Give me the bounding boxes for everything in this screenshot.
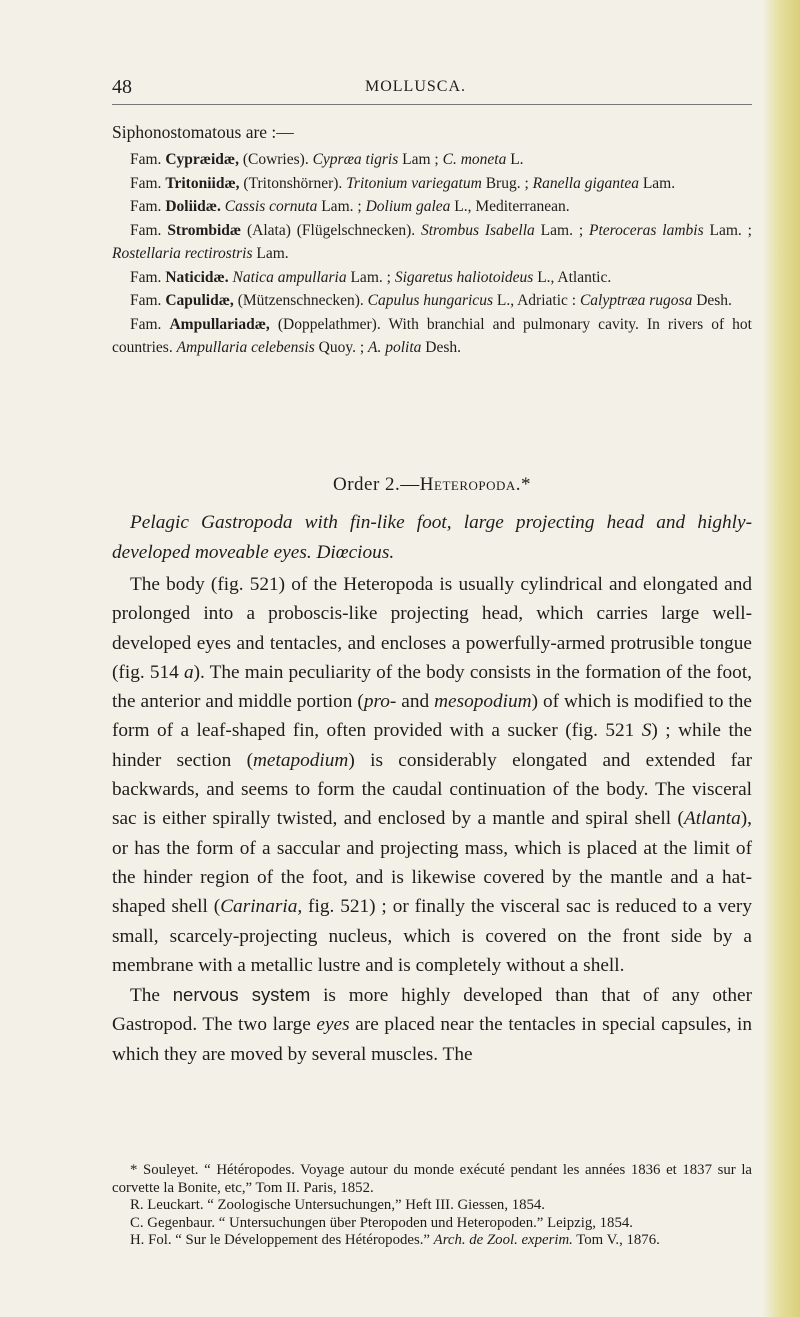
- italic-term: a: [183, 661, 194, 683]
- family-entry: [112, 266, 752, 290]
- page-edge-discoloration: [762, 0, 800, 1317]
- species-name: Ranella gigantea: [532, 174, 639, 192]
- section-keyword: nervous system: [172, 984, 311, 1006]
- family-name: Doliidæ.: [165, 198, 221, 215]
- species-name: Natica ampullaria: [232, 268, 347, 286]
- text-run: fig. 521) ; or finally the visceral sac is reduced to a very small, scarcely-projecting nucleus, which is covered on the front side by a membrane with a metallic lustre and is completely without a shell.: [112, 896, 752, 976]
- diagnosis-text: Pelagic Gastropoda with fin-like foot, large projecting head and highly-developed moveable eyes. Diœcious.: [112, 512, 752, 563]
- family-text: (Cowries).: [238, 151, 313, 168]
- text-run: The body (fig. 521) of the Heteropoda is usually cylindrical and elongated and prolonged into a proboscis-like projecting head, which carries large well-developed eyes and tentacles, and encloses a powerfully-armed protrusible tongue (fig. 514: [112, 574, 752, 683]
- order-name: Heteropoda.*: [419, 474, 532, 495]
- family-text: (Alata) (Flügelschnecken).: [241, 221, 421, 239]
- species-name: A. polita: [368, 339, 422, 356]
- body-text: [112, 570, 752, 1069]
- order-heading: [112, 474, 752, 496]
- family-text: Quoy. ;: [314, 339, 369, 356]
- species-name: Cypræa tigris: [312, 151, 399, 168]
- family-prefix: Fam.: [130, 292, 166, 309]
- species-name: Sigaretus haliotoideus: [394, 268, 534, 286]
- family-text: (Mützenschnecken).: [233, 292, 368, 309]
- species-name: Capulus hungaricus: [367, 292, 493, 309]
- family-entry: [112, 172, 752, 196]
- italic-term: Arch. de Zool. experim.: [433, 1232, 573, 1249]
- running-title: MOLLUSCA.: [365, 78, 467, 95]
- family-text: Lam ;: [398, 151, 443, 168]
- family-prefix: Fam.: [130, 221, 168, 239]
- family-text: Lam. ;: [534, 221, 589, 239]
- text-run: C. Gegenbaur. “ Untersuchungen über Pteropoden und Heteropoden.” Leipzig, 1854.: [130, 1214, 633, 1231]
- family-list: [112, 148, 752, 360]
- family-name: Ampullariadæ,: [169, 315, 270, 333]
- species-name: Cassis cornuta: [224, 198, 318, 215]
- footnotes: [112, 1162, 752, 1250]
- species-name: Tritonium variegatum: [346, 174, 482, 192]
- italic-term: pro-: [363, 691, 397, 713]
- running-head: [112, 76, 752, 102]
- text-run: Tom V., 1876.: [572, 1232, 660, 1249]
- family-text: L., Adriatic :: [492, 292, 580, 309]
- family-prefix: Fam.: [130, 198, 166, 215]
- order-label: Order 2.—: [332, 474, 420, 495]
- family-prefix: Fam.: [130, 174, 166, 192]
- species-name: Rostellaria rectirostris: [112, 245, 253, 262]
- family-entry: [112, 289, 752, 313]
- lead-in-line: Siphonostomatous are :—: [112, 122, 294, 142]
- family-text: L.: [506, 151, 524, 168]
- footnote: [112, 1197, 752, 1215]
- family-text: Brug. ;: [481, 174, 533, 192]
- family-name: Capulidæ,: [165, 292, 234, 309]
- family-name: Naticidæ.: [165, 268, 229, 286]
- family-text: L., Atlantic.: [533, 268, 612, 286]
- footnote: [112, 1215, 752, 1233]
- text-run: The: [130, 985, 173, 1007]
- family-prefix: Fam.: [130, 268, 166, 286]
- family-text: Desh.: [692, 292, 732, 309]
- header-rule: [112, 104, 752, 105]
- family-entry: [112, 148, 752, 172]
- family-text: Lam.: [638, 174, 676, 192]
- family-entry: [112, 219, 752, 266]
- family-text: Lam.: [252, 245, 289, 262]
- family-prefix: Fam.: [130, 315, 170, 333]
- family-text: Lam. ;: [703, 221, 752, 239]
- text-run: and: [396, 691, 435, 713]
- italic-term: metapodium: [253, 749, 349, 771]
- text-run: ) is considerably elongated and extended far backwards, and seems to form the caudal continuation of the body. The visceral sac is either spirally twisted, and enclosed by a mantle and spiral shell (: [112, 749, 752, 830]
- body-paragraph-2: [112, 980, 752, 1069]
- italic-term: mesopodium: [434, 691, 532, 713]
- species-name: Strombus Isabella: [420, 221, 535, 239]
- text-run: ), or has the form of a saccular and projecting mass, which is placed at the limit of the hinder region of the foot, and is likewise covered by the mantle and a hat-shaped shell (: [112, 808, 752, 918]
- footnote: [112, 1232, 752, 1250]
- footnote: [112, 1162, 752, 1197]
- body-paragraph-1: [112, 570, 752, 980]
- text-run: ). The main peculiarity of the body consists in the formation of the foot, the anterior and middle portion (: [112, 661, 752, 713]
- family-name: Strombidæ: [167, 221, 242, 239]
- family-name: Cypræidæ,: [165, 151, 239, 168]
- species-name: Calyptræa rugosa: [579, 292, 693, 309]
- family-text: L., Mediterranean.: [450, 198, 570, 215]
- text-run: ) ; while the hinder section (: [112, 720, 752, 771]
- family-prefix: Fam.: [130, 151, 166, 168]
- family-text: (Tritonshörner).: [239, 174, 347, 192]
- page-number: 48: [112, 76, 132, 98]
- text-run: are placed near the tentacles in special capsules, in which they are moved by several muscles. The: [112, 1014, 752, 1065]
- family-text: (Doppelathmer). With branchial and pulmonary cavity. In rivers of hot countries.: [112, 315, 752, 356]
- text-run: ) of which is modified to the form of a leaf-shaped fin, often provided with a sucker (fig. 521: [112, 691, 752, 742]
- species-name: Dolium galea: [365, 198, 451, 215]
- family-name: Tritoniidæ,: [165, 174, 240, 192]
- family-entry: [112, 195, 752, 219]
- italic-term: Carinaria,: [220, 896, 303, 918]
- text-run: H. Fol. “ Sur le Développement des Hétéropodes.”: [130, 1232, 434, 1249]
- species-name: Ampullaria celebensis: [176, 339, 315, 356]
- species-name: C. moneta: [442, 151, 507, 168]
- family-entry: [112, 313, 752, 360]
- text-run: R. Leuckart. “ Zoologische Untersuchungen,” Heft III. Giessen, 1854.: [130, 1197, 546, 1214]
- family-text: Lam. ;: [317, 198, 366, 215]
- order-diagnosis: [112, 508, 752, 568]
- text-run: * Souleyet. “ Hétéropodes. Voyage autour du monde exécuté pendant les années 1836 et 1837 sur la corvette la Bonite, etc,” Tom II. Paris, 1852.: [112, 1162, 752, 1196]
- italic-term: Atlanta: [683, 808, 741, 830]
- text-run: is more highly developed than that of any other Gastropod. The two large: [112, 985, 752, 1036]
- species-name: Pteroceras lambis: [589, 221, 704, 239]
- italic-term: S: [641, 720, 652, 742]
- italic-term: eyes: [316, 1014, 350, 1036]
- family-text: Lam. ;: [346, 268, 395, 286]
- family-text: Desh.: [421, 339, 462, 356]
